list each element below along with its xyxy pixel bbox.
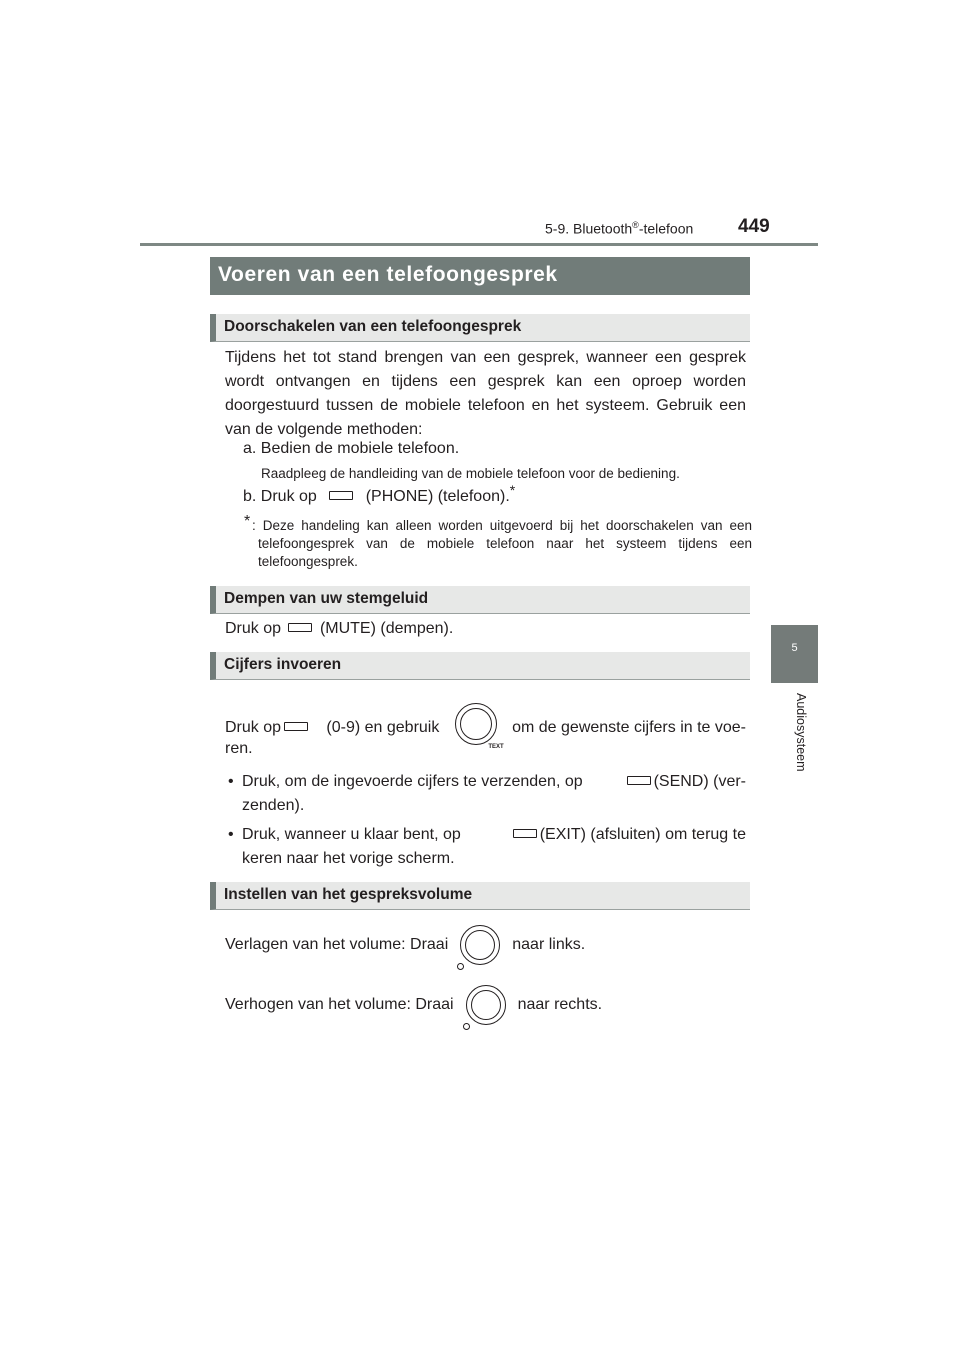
digits-line-2: ren.: [225, 740, 253, 757]
digits-text-c: om de gewenste cijfers in te voe-: [512, 719, 746, 736]
section-heading-mute: Dempen van uw stemgeluid: [210, 586, 750, 614]
page-number: 449: [738, 216, 770, 237]
step-a-note: Raadpleeg de handleiding van de mobiele telefoon voor de bediening.: [261, 466, 680, 481]
bullet-dot: •: [228, 826, 234, 843]
chapter-tab: [771, 625, 818, 683]
bullet-exit-text-b: (EXIT) (afsluiten) om terug te: [539, 826, 746, 843]
header-rule: [140, 243, 818, 246]
volume-down-text-b: naar links.: [512, 936, 586, 953]
volume-up-text-b: naar rechts.: [517, 996, 603, 1013]
volume-up-text-a: Verhogen van het volume: Draai: [225, 996, 454, 1013]
volume-knob-icon: [460, 925, 500, 965]
section-heading-volume: Instellen van het gespreksvolume: [210, 882, 750, 910]
phone-button-icon: [329, 491, 353, 500]
mute-text: [225, 620, 453, 638]
section-heading-transfer: Doorschakelen van een telefoongesprek: [210, 314, 750, 342]
digits-text-a: Druk op: [225, 719, 282, 736]
chapter-label: Audiosysteem: [794, 693, 808, 772]
bullet-exit-segment: [510, 823, 746, 847]
registered-mark: ®: [632, 220, 639, 230]
section-heading-digits: Cijfers invoeren: [210, 652, 750, 680]
footnote-star: *: [244, 513, 251, 530]
section-prefix: 5-9. Bluetooth: [545, 220, 633, 237]
power-dot: [463, 1023, 470, 1030]
footnote-marker: *: [509, 482, 516, 498]
knob-label: TEXT: [488, 744, 504, 750]
bullet-exit-line1: [242, 823, 746, 847]
section-suffix: -telefoon: [638, 220, 694, 237]
volume-up: [225, 985, 602, 1025]
step-a: a. Bedien de mobiele telefoon.: [243, 440, 460, 457]
volume-knob-icon: [466, 985, 506, 1025]
bullet-send-line1: [242, 770, 746, 794]
bullet-exit-line2: keren naar het vorige scherm.: [242, 850, 455, 867]
digits-segment-1: [225, 719, 311, 737]
chapter-number: 5: [791, 642, 798, 654]
step-b-prefix: b. Druk op: [243, 488, 317, 505]
digits-button-icon: [284, 722, 308, 731]
mute-button-icon: [288, 623, 312, 632]
mute-suffix: (MUTE) (dempen).: [319, 620, 454, 637]
bullet-send-text-b: (SEND) (ver-: [653, 773, 746, 790]
digits-text-b: (0-9) en gebruik: [326, 719, 440, 736]
send-button-icon: [627, 776, 651, 785]
tune-knob-icon: [455, 703, 504, 750]
section-breadcrumb: [545, 220, 693, 237]
step-b-suffix: (PHONE) (telefoon).: [365, 488, 510, 505]
mute-prefix: Druk op: [225, 620, 282, 637]
volume-down: [225, 925, 585, 965]
bullet-dot: •: [228, 773, 234, 790]
page-title: Voeren van een telefoongesprek: [210, 257, 750, 295]
exit-button-icon: [513, 829, 537, 838]
power-dot: [457, 963, 464, 970]
bullet-send-line2: zenden).: [242, 797, 305, 814]
bullet-exit: [225, 823, 746, 871]
bullet-send: [225, 770, 746, 818]
volume-down-text-a: Verlagen van het volume: Draai: [225, 936, 449, 953]
digits-line-1: [225, 707, 746, 749]
footnote-text: : Deze handeling kan alleen worden uitgevoerd bij het doorschakelen van een telefoongesprek van de mobiele telefoon naar het systeem tijdens een telefoongesprek.: [252, 518, 752, 569]
step-b: [243, 482, 516, 506]
bullet-exit-text-a: Druk, wanneer u klaar bent, op: [242, 826, 461, 843]
transfer-intro: Tijdens het tot stand brengen van een gesprek, wanneer een gesprek wordt ontvangen en tijdens een gesprek kan een oproep worden doorgestuurd tussen de mobiele telefoon en het systeem. Gebruik een van de volgende methoden:: [225, 349, 746, 438]
bullet-send-segment: [624, 770, 746, 794]
bullet-send-text-a: Druk, om de ingevoerde cijfers te verzenden, op: [242, 773, 583, 790]
